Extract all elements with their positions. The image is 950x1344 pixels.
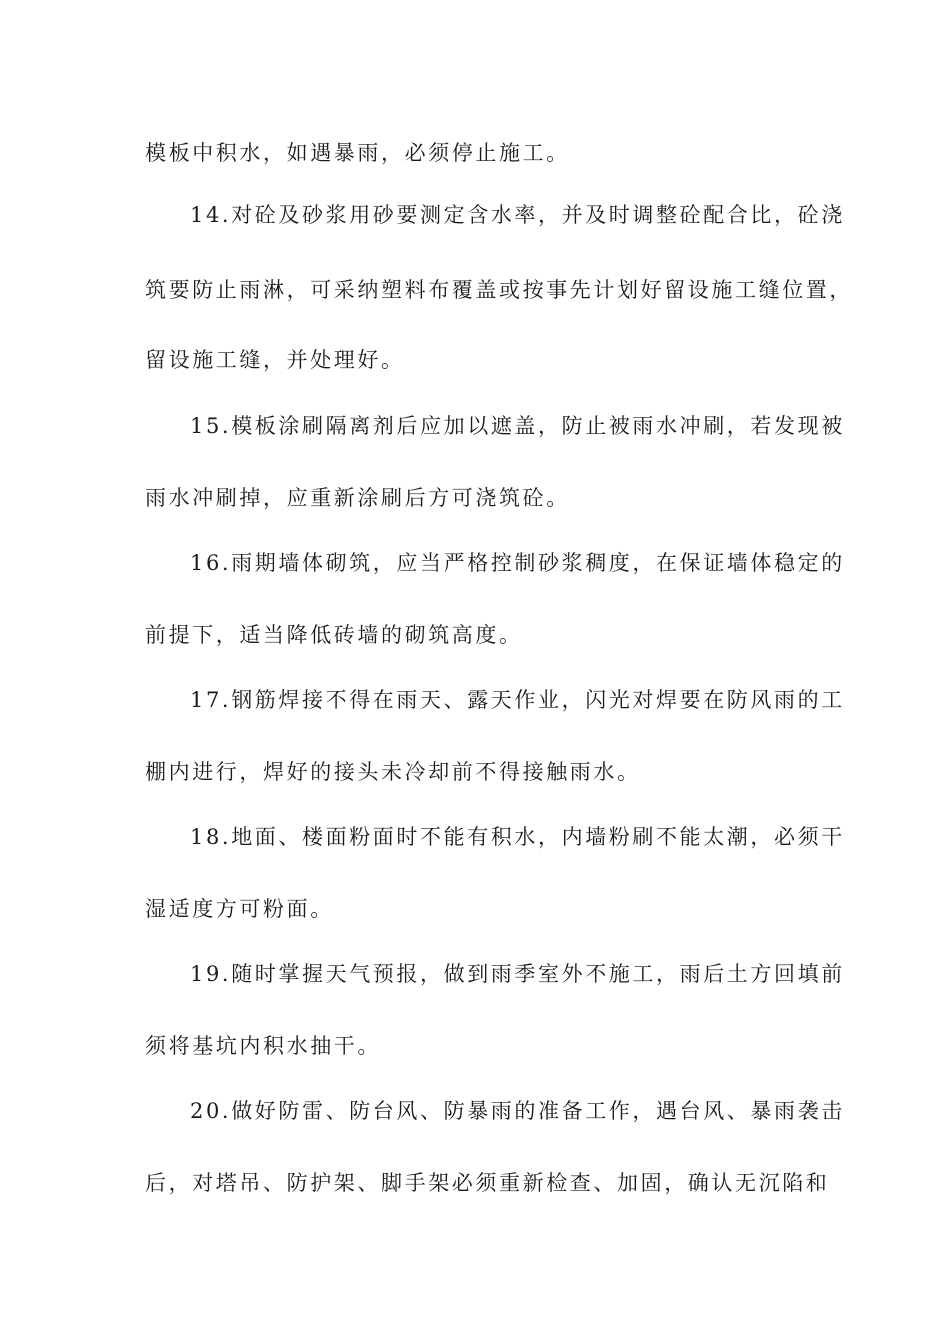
- text-line: 湿适度方可粉面。: [145, 897, 334, 921]
- text-line: 前提下，适当降低砖墙的砌筑高度。: [145, 623, 523, 647]
- paragraph-15-start: 15.模板涂刷隔离剂后应加以遮盖，防止被雨水冲刷，若发现被: [190, 414, 845, 438]
- paragraph-19-start: 19.随时掌握天气预报，做到雨季室外不施工，雨后土方回填前: [190, 962, 845, 986]
- paragraph-14-start: 14.对砼及砂浆用砂要测定含水率，并及时调整砼配合比，砼浇: [190, 203, 845, 227]
- text-line: 棚内进行，焊好的接头未冷却前不得接触雨水。: [145, 760, 641, 784]
- paragraph-16-start: 16.雨期墙体砌筑，应当严格控制砂浆稠度，在保证墙体稳定的: [190, 551, 845, 575]
- text-line: 筑要防止雨淋，可采纳塑料布覆盖或按事先计划好留设施工缝位置，: [145, 278, 853, 302]
- text-line: 须将基坑内积水抽干。: [145, 1034, 381, 1058]
- text-line: 模板中积水，如遇暴雨，必须停止施工。: [145, 141, 570, 165]
- paragraph-20-start: 20.做好防雷、防台风、防暴雨的准备工作，遇台风、暴雨袭击: [190, 1099, 845, 1123]
- paragraph-17-start: 17.钢筋焊接不得在雨天、露天作业，闪光对焊要在防风雨的工: [190, 688, 845, 712]
- text-line: 雨水冲刷掉，应重新涂刷后方可浇筑砼。: [145, 486, 570, 510]
- text-line: 留设施工缝，并处理好。: [145, 348, 405, 372]
- text-line: 后，对塔吊、防护架、脚手架必须重新检查、加固，确认无沉陷和: [145, 1171, 830, 1195]
- paragraph-18-start: 18.地面、楼面粉面时不能有积水，内墙粉刷不能太潮，必须干: [190, 825, 845, 849]
